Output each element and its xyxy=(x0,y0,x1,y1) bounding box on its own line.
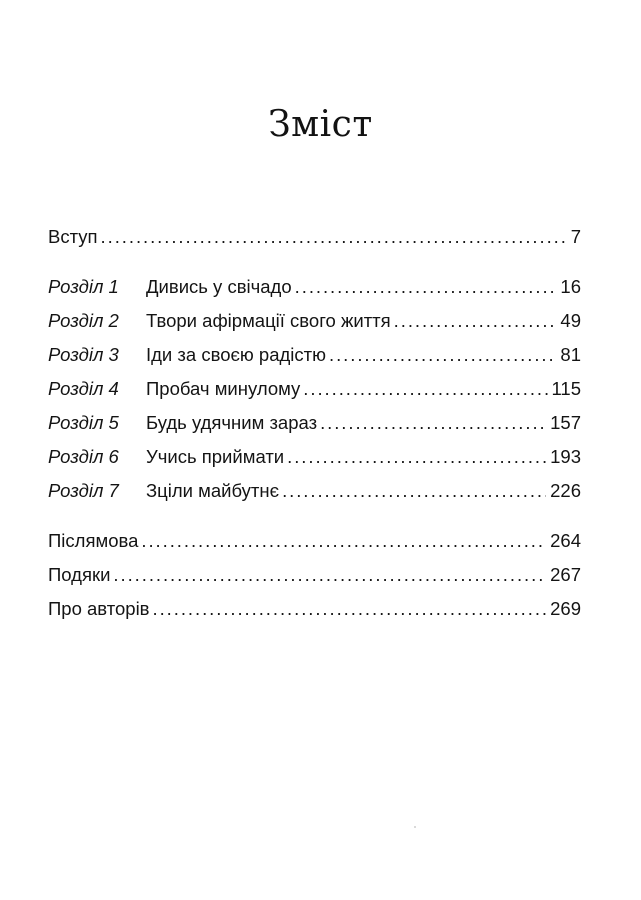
dot-leader xyxy=(287,440,546,474)
toc-entry-label: Зціли майбутнє xyxy=(146,480,280,501)
dot-leader xyxy=(282,474,546,508)
chapter-number: Розділ 3 xyxy=(48,344,119,365)
toc-page-number: 49 xyxy=(560,310,581,331)
table-of-contents xyxy=(48,220,581,626)
toc-entry-afterword xyxy=(48,524,581,558)
toc-entry-label: Подяки xyxy=(48,564,111,585)
section-spacer xyxy=(48,508,581,524)
toc-entry-chapter-7 xyxy=(48,474,581,508)
toc-entry-label: Учись приймати xyxy=(146,446,285,467)
toc-entry-label: Будь удячним зараз xyxy=(146,412,318,433)
toc-entry-acknowledgements xyxy=(48,558,581,592)
toc-entry-label: Пробач минулому xyxy=(146,378,301,399)
chapter-number: Розділ 4 xyxy=(48,378,119,399)
toc-entry-chapter-1 xyxy=(48,270,581,304)
toc-page-number: 115 xyxy=(551,378,581,399)
dot-leader xyxy=(153,592,547,626)
toc-entry-label: Твори афірмації свого життя xyxy=(146,310,391,331)
toc-entry-label: Післямова xyxy=(48,530,139,551)
toc-entry-label: Вступ xyxy=(48,226,98,247)
dot-leader xyxy=(303,372,547,406)
dot-leader xyxy=(329,338,556,372)
toc-page-number: 264 xyxy=(550,530,581,551)
chapter-number: Розділ 5 xyxy=(48,412,119,433)
toc-entry-chapter-6 xyxy=(48,440,581,474)
toc-entry-chapter-3 xyxy=(48,338,581,372)
toc-page-number: 267 xyxy=(550,564,581,585)
toc-entry-chapter-5 xyxy=(48,406,581,440)
chapter-number: Розділ 6 xyxy=(48,446,119,467)
dot-leader xyxy=(113,558,546,592)
toc-page-number: 16 xyxy=(560,276,581,297)
dot-leader xyxy=(320,406,546,440)
page-title: Зміст xyxy=(268,104,373,145)
toc-entry-label: Іди за своєю радістю xyxy=(146,344,327,365)
toc-page-number: 81 xyxy=(560,344,581,365)
toc-entry-chapter-2 xyxy=(48,304,581,338)
chapter-number: Розділ 1 xyxy=(48,276,119,297)
toc-entry-label: Про авторів xyxy=(48,598,150,619)
toc-page-number: 193 xyxy=(550,446,581,467)
toc-page-number: 269 xyxy=(550,598,581,619)
toc-page-number: 157 xyxy=(550,412,581,433)
dot-leader xyxy=(394,304,557,338)
toc-entry-about-authors xyxy=(48,592,581,626)
dot-leader xyxy=(101,220,567,254)
dot-leader xyxy=(295,270,557,304)
dot-leader xyxy=(141,524,546,558)
toc-entry-chapter-4 xyxy=(48,372,581,406)
toc-page-number: 7 xyxy=(570,226,581,247)
chapter-number: Розділ 2 xyxy=(48,310,119,331)
section-spacer xyxy=(48,254,581,270)
toc-entry-label: Дивись у свічадо xyxy=(146,276,292,297)
toc-page-number: 226 xyxy=(550,480,581,501)
toc-entry-intro xyxy=(48,220,581,254)
chapter-number: Розділ 7 xyxy=(48,480,119,501)
paper-speck xyxy=(414,826,416,828)
